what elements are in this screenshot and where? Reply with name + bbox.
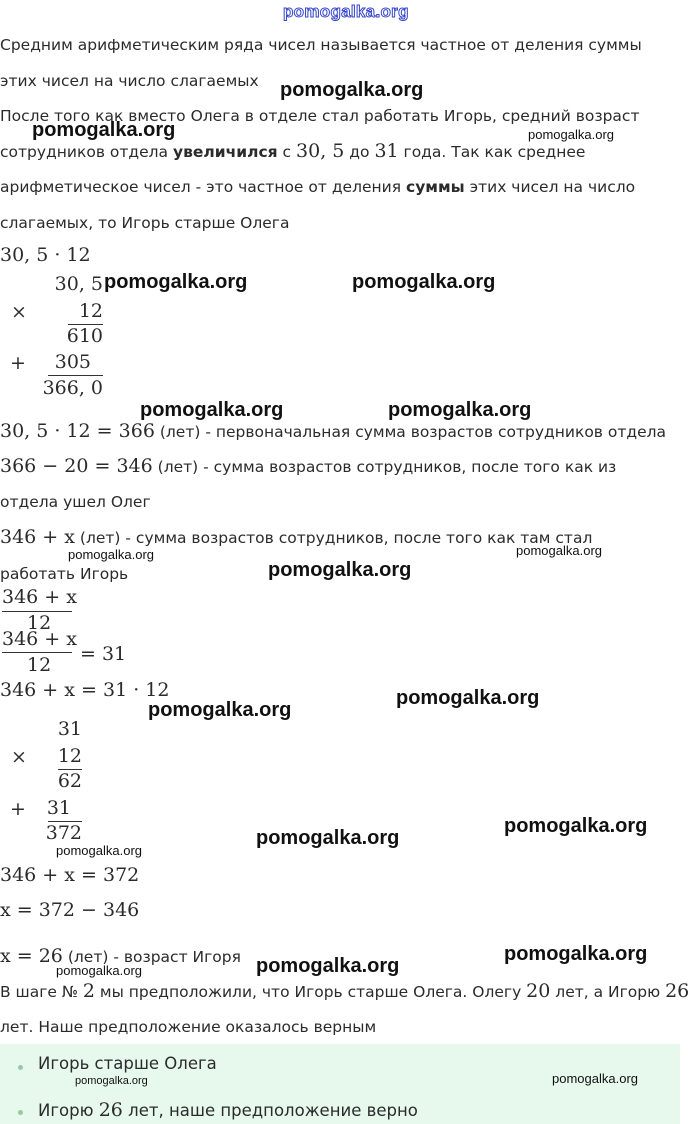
watermark: pomogalka.org [504, 815, 648, 837]
answer-text: Игорю [38, 1101, 99, 1120]
watermark: pomogalka.org [268, 559, 412, 581]
step-3-text: (лет) - сумма возрастов сотрудников, после того как там стал [74, 529, 593, 547]
math-value: 2 [82, 980, 95, 1002]
reasoning-text: этих чисел на число [464, 178, 636, 196]
step-1-text: (лет) - первоначальная сумма возрастов сотрудников отдела [154, 423, 667, 441]
reasoning-text: до [344, 143, 375, 161]
watermark: pomogalka.org [32, 119, 176, 141]
check-line-2: лет. Наше предположение оказалось верным [0, 1018, 377, 1036]
watermark-small: pomogalka.org [56, 843, 142, 858]
watermark-small: pomogalka.org [528, 127, 614, 142]
calc2-plus-sign: + [10, 798, 26, 820]
answer-item-1: Игорь старше Олега [38, 1054, 217, 1073]
fraction-1-denominator: 12 [27, 612, 52, 634]
step-2-math: 366 − 20 = 346 [0, 455, 153, 477]
math-value: 26 [665, 980, 689, 1002]
answer-item-2 [38, 1098, 418, 1123]
bullet-icon [18, 1110, 23, 1115]
math-value: 31 [374, 140, 399, 162]
fraction-2-numerator: 346 + x [2, 628, 77, 650]
check-text: мы предположили, что Игорь старше Олега. Олегу [95, 983, 527, 1001]
equation-3: x = 372 − 346 [0, 899, 140, 921]
watermark: pomogalka.org [280, 79, 424, 101]
calc1-times-sign: × [11, 301, 27, 323]
math-value: 30, 5 [296, 140, 345, 162]
watermark: pomogalka.org [396, 687, 540, 709]
reasoning-text: арифметическое чисел - это частное от деления [0, 178, 406, 196]
calc2-partial-1: 62 [57, 770, 82, 792]
step-1 [0, 420, 666, 443]
math-value: 26 [98, 1099, 123, 1121]
watermark-small: pomogalka.org [516, 543, 602, 558]
check-line-1 [0, 980, 689, 1003]
fraction-1-numerator: 346 + x [2, 586, 77, 608]
calc1-expression: 30, 5 · 12 [0, 244, 91, 266]
calc1-multiplier: 12 [78, 300, 103, 322]
reasoning-bold-increased: увеличился [172, 143, 278, 161]
step-2 [0, 455, 616, 478]
calc1-plus-sign: + [10, 352, 26, 374]
watermark: pomogalka.org [148, 699, 292, 721]
reasoning-line-2 [0, 140, 585, 163]
bullet-icon [18, 1065, 23, 1070]
fraction-2-denominator: 12 [27, 654, 52, 676]
watermark: pomogalka.org [104, 271, 248, 293]
calc1-multiplicand: 30, 5 [54, 273, 103, 295]
watermark: pomogalka.org [140, 399, 284, 421]
calc2-result: 372 [45, 822, 82, 844]
calc1-partial-1: 610 [66, 325, 103, 347]
watermark: pomogalka.org [352, 271, 496, 293]
calc2-multiplier: 12 [57, 745, 82, 767]
answer-text: лет, наше предположение верно [122, 1101, 418, 1120]
calc2-multiplicand: 31 [57, 718, 82, 740]
watermark: pomogalka.org [388, 399, 532, 421]
equation-4-text: (лет) - возраст Игоря [62, 948, 241, 966]
step-2-continued: отдела ушел Олег [0, 493, 151, 511]
reasoning-line-1: После того как вместо Олега в отделе стал работать Игорь, средний возраст [0, 107, 640, 125]
watermark: pomogalka.org [256, 827, 400, 849]
watermark-small: pomogalka.org [68, 547, 154, 562]
step-3-math: 346 + x [0, 526, 75, 548]
math-value: 20 [526, 980, 551, 1002]
watermark-small: pomogalka.org [56, 963, 142, 978]
reasoning-bold-sum: суммы [406, 178, 465, 196]
definition-line-2: этих чисел на число слагаемых [0, 72, 259, 90]
equation-2: 346 + x = 372 [0, 864, 140, 886]
reasoning-text: года. Так как среднее [398, 143, 586, 161]
fraction-2-bar [2, 652, 72, 653]
equation-1: 346 + x = 31 · 12 [0, 679, 170, 701]
reasoning-text: сотрудников отдела [0, 143, 173, 161]
watermark-small: pomogalka.org [75, 1075, 148, 1087]
calc1-partial-2: 305 [54, 351, 91, 373]
calc1-result: 366, 0 [42, 377, 103, 399]
reasoning-text: с [277, 143, 297, 161]
definition-line-1: Средним арифметическим ряда чисел называется частное от деления суммы [0, 36, 642, 54]
watermark: pomogalka.org [504, 943, 648, 965]
fraction-2-equals: = 31 [80, 643, 127, 665]
step-1-math: 30, 5 · 12 = 366 [0, 420, 155, 442]
step-3-continued: работать Игорь [0, 565, 129, 583]
watermark-small: pomogalka.org [552, 1071, 638, 1086]
equation-4-math: x = 26 [0, 945, 63, 967]
check-text: лет, а Игорю [550, 983, 666, 1001]
step-3 [0, 526, 592, 549]
calc2-partial-2: 31 [46, 797, 71, 819]
check-text: В шаге № [0, 983, 83, 1001]
watermark: pomogalka.org [256, 955, 400, 977]
calc2-times-sign: × [11, 746, 27, 768]
top-watermark: pomogalka.org [283, 2, 409, 21]
reasoning-line-3 [0, 176, 635, 198]
fraction-2-denominator-clip [0, 654, 80, 676]
fraction-1-denominator-clip [0, 612, 80, 634]
calc1-rule-2 [48, 375, 103, 376]
step-2-text: (лет) - сумма возрастов сотрудников, после того как из [152, 458, 617, 476]
reasoning-line-4: слагаемых, то Игорь старше Олега [0, 214, 290, 232]
